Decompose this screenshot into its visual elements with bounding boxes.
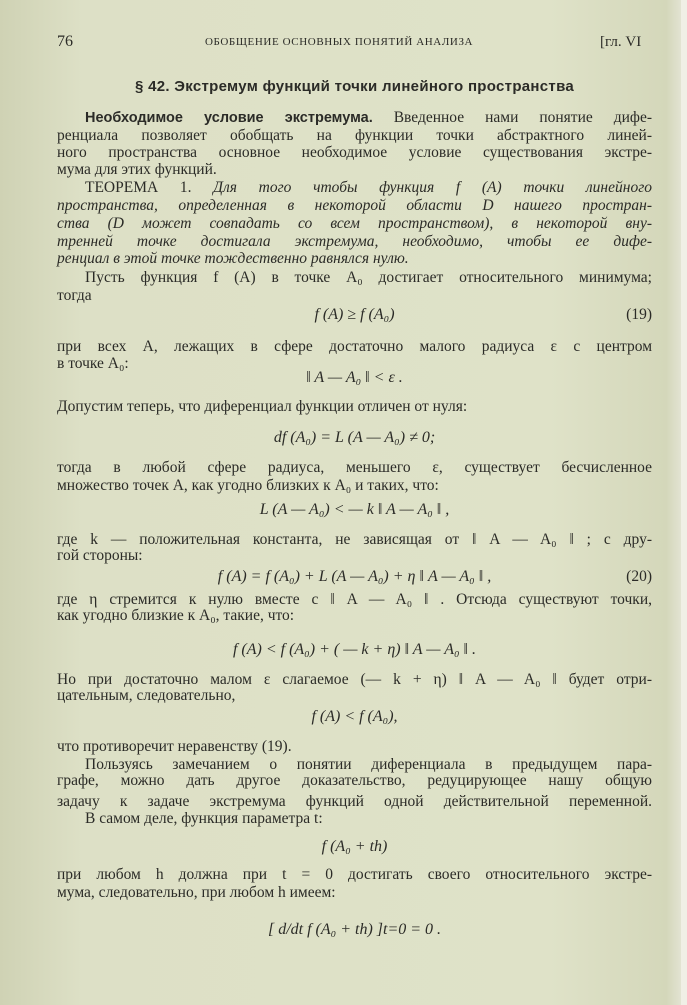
paragraph-line: ренциала позволяет обобщать на функции точки абстрактного линей-	[57, 127, 652, 144]
text-line: гой стороны:	[57, 547, 143, 564]
equation-19: f (A) ≥ f (A₀)	[314, 306, 395, 323]
chapter-label: [гл. VI	[600, 34, 642, 50]
text-line: тогда в любой сфере радиуса, меньшего ε, существует бесчисленное	[57, 459, 652, 476]
text-line: Пусть функция f (A) в точке A₀ достигает относительного минимума;	[85, 269, 652, 286]
text-line: в точке A₀:	[57, 355, 129, 372]
text-line: графе, можно дать другое доказательство, редуцирующее нашу общую	[57, 772, 652, 789]
text-line: как угодно близкие к A₀, такие, что:	[57, 607, 295, 624]
equation-parameter: f (A₀ + th)	[321, 838, 388, 855]
theorem-line	[85, 179, 652, 197]
text-line: Допустим теперь, что диференциал функции отличен от нуля:	[57, 398, 468, 415]
text-line: В самом деле, функция параметра t:	[85, 810, 323, 827]
text-line: множество точек A, как угодно близких к A₀ и таких, что:	[57, 477, 439, 494]
paragraph-line: ного пространства основное необходимое условие существования экстре-	[57, 144, 652, 161]
text-line: при всех A, лежащих в сфере достаточно малого радиуса ε с центром	[57, 338, 652, 355]
text-line: задачу к задаче экстремума функций одной действительной переменной.	[57, 793, 652, 810]
theorem-line: ренциал в этой точке тождественно равнялся нулю.	[57, 250, 409, 267]
page-number: 76	[57, 33, 73, 50]
text-line: Но при достаточно малом ε слагаемое (— k + η) ‖ A — A₀ ‖ будет отри-	[57, 671, 652, 688]
equation-derivative: [ d/dt f (A₀ + th) ]t=0 = 0 .	[267, 921, 442, 938]
equation-linear: L (A — A₀) < — k ‖ A — A₀ ‖ ,	[259, 501, 450, 518]
equation-norm: ‖ A — A₀ ‖ < ε .	[306, 369, 403, 386]
paragraph-line	[85, 109, 652, 127]
equation-result: f (A) < f (A₀),	[311, 708, 398, 725]
text-line: где k — положительная константа, не зависящая от ‖ A — A₀ ‖ ; с дру-	[57, 531, 652, 548]
equation-number: (20)	[626, 568, 652, 585]
equation-number: (19)	[626, 306, 652, 323]
page-edge	[681, 0, 687, 1005]
text-line: мума, следовательно, при любом h имеем:	[57, 884, 336, 901]
text-line: Пользуясь замечанием о понятии диференциала в предыдущем пара-	[85, 756, 652, 773]
paragraph-heading: Необходимое условие экстремума.	[85, 110, 373, 126]
equation-inequality: f (A) < f (A₀) + ( — k + η) ‖ A — A₀ ‖ .	[232, 641, 477, 658]
theorem-line: ства (D может совпадать со всем пространством), в некоторой вну-	[57, 215, 652, 232]
text-line: цательным, следовательно,	[57, 687, 236, 704]
paragraph-line: мума для этих функций.	[57, 161, 217, 178]
text: Для того чтобы функция f (A) точки линейного	[213, 179, 652, 196]
theorem-label: ТЕОРЕМА 1.	[85, 179, 214, 196]
theorem-line: тренней точке достигала экстремума, необходимо, чтобы ее дифе-	[57, 233, 652, 250]
text-line: где η стремится к нулю вместе с ‖ A — A₀ ‖ . Отсюда существуют точки,	[57, 591, 652, 608]
section-title: § 42. Экстремум функций точки линейного пространства	[134, 78, 575, 95]
text-line: при любом h должна при t = 0 достигать своего относительного экстре-	[57, 866, 652, 883]
text-line: тогда	[57, 287, 92, 304]
equation-20: f (A) = f (A₀) + L (A — A₀) + η ‖ A — A₀ ‖ ,	[217, 568, 492, 585]
theorem-line: пространства, определенная в некоторой области D нашего простран-	[57, 197, 652, 214]
running-title: ОБОБЩЕНИЕ ОСНОВНЫХ ПОНЯТИЙ АНАЛИЗА	[205, 36, 474, 48]
text-line: что противоречит неравенству (19).	[57, 738, 292, 755]
text: Введенное нами понятие дифе-	[372, 109, 652, 126]
equation-differential: df (A₀) = L (A — A₀) ≠ 0;	[273, 429, 436, 446]
